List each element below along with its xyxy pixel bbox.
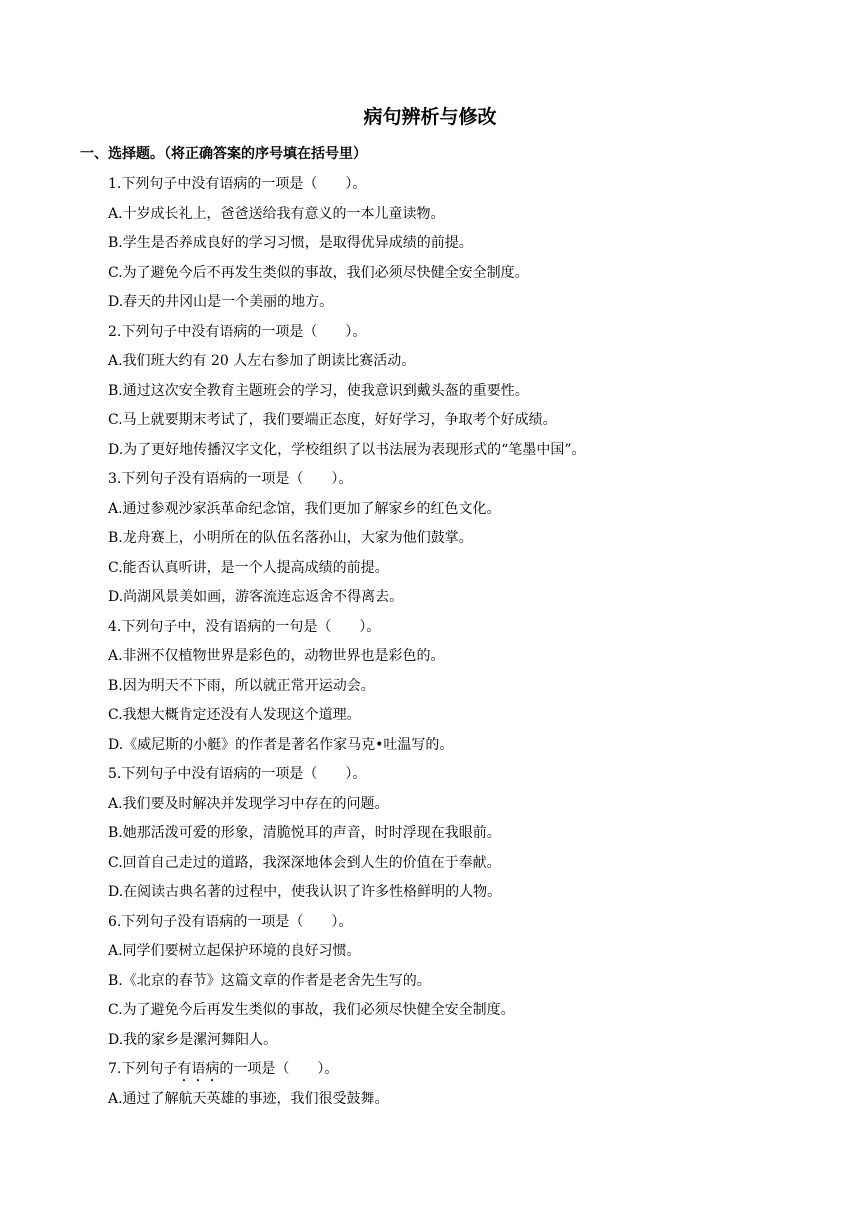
option-b: B.因为明天不下雨，所以就正常开运动会。 — [108, 677, 375, 694]
question-stem: 4.下列句子中，没有语病的一句是（ ）。 — [108, 618, 381, 635]
question-stem: 1.下列句子中没有语病的一项是（ ）。 — [108, 176, 367, 192]
question-stem: 6.下列句子没有语病的一项是（ ）。 — [108, 913, 353, 930]
option-c: C.为了避免今后不再发生类似的事故，我们必须尽快健全安全制度。 — [108, 264, 529, 281]
option-c: C.能否认真听讲，是一个人提高成绩的前提。 — [108, 559, 389, 576]
option-a: A.我们班大约有 20 人左右参加了朗读比赛活动。 — [108, 353, 416, 369]
option-c: C.马上就要期末考试了，我们要端正态度，好好学习，争取考个好成绩。 — [108, 412, 557, 428]
option-b: B.《北京的春节》这篇文章的作者是老舍先生写的。 — [108, 972, 431, 989]
emphasized-phrase: 有语病 — [177, 1061, 220, 1077]
question-stem: 3.下列句子没有语病的一项是（ ）。 — [108, 471, 353, 487]
option-b: B.学生是否养成良好的学习习惯，是取得优异成绩的前提。 — [108, 235, 473, 251]
option-a: A.十岁成长礼上，爸爸送给我有意义的一本儿童读物。 — [108, 205, 445, 222]
stem-prefix: 7.下列句子 — [108, 1061, 178, 1077]
question-stem — [108, 1057, 828, 1087]
option-d: D.尚湖风景美如画，游客流连忘返舍不得离去。 — [108, 589, 404, 605]
option-a: A.通过参观沙家浜革命纪念馆，我们更加了解家乡的红色文化。 — [108, 500, 501, 517]
option-c: C.回首自己走过的道路，我深深地体会到人生的价值在于奉献。 — [108, 854, 501, 871]
option-a: A.非洲不仅植物世界是彩色的，动物世界也是彩色的。 — [108, 648, 445, 664]
question-stem: 2.下列句子中没有语病的一项是（ ）。 — [108, 323, 367, 340]
option-a: A.同学们要树立起保护环境的良好习惯。 — [108, 943, 361, 959]
option-d: D.在阅读古典名著的过程中，使我认识了许多性格鲜明的人物。 — [108, 884, 502, 900]
document-title: 病句辨析与修改 — [363, 106, 497, 128]
option-b: B.她那活泼可爱的形象，清脆悦耳的声音，时时浮现在我眼前。 — [108, 825, 501, 841]
question-list — [108, 172, 828, 1116]
option-a: A.我们要及时解决并发现学习中存在的问题。 — [108, 795, 389, 812]
option-d: D.春天的井冈山是一个美丽的地方。 — [108, 294, 334, 310]
option-d: D.为了更好地传播汉字文化，学校组织了以书法展为表现形式的“笔墨中国”。 — [108, 441, 586, 458]
stem-suffix: 的一项是（ ）。 — [219, 1061, 339, 1077]
option-d: D.我的家乡是漯河舞阳人。 — [108, 1031, 278, 1048]
option-d: D.《威尼斯的小艇》的作者是著名作家马克•吐温写的。 — [108, 736, 454, 753]
question-stem: 5.下列句子中没有语病的一项是（ ）。 — [108, 766, 367, 782]
option-a: A.通过了解航天英雄的事迹，我们很受鼓舞。 — [108, 1090, 389, 1107]
option-c: C.为了避免今后再发生类似的事故，我们必须尽快健全安全制度。 — [108, 1002, 515, 1018]
option-c: C.我想大概肯定还没有人发现这个道理。 — [108, 707, 361, 723]
section-heading: 一、选择题。（将正确答案的序号填在括号里） — [80, 146, 367, 162]
option-b: B.龙舟赛上，小明所在的队伍名落孙山，大家为他们鼓掌。 — [108, 530, 473, 546]
option-b: B.通过这次安全教育主题班会的学习，使我意识到戴头盔的重要性。 — [108, 382, 529, 399]
